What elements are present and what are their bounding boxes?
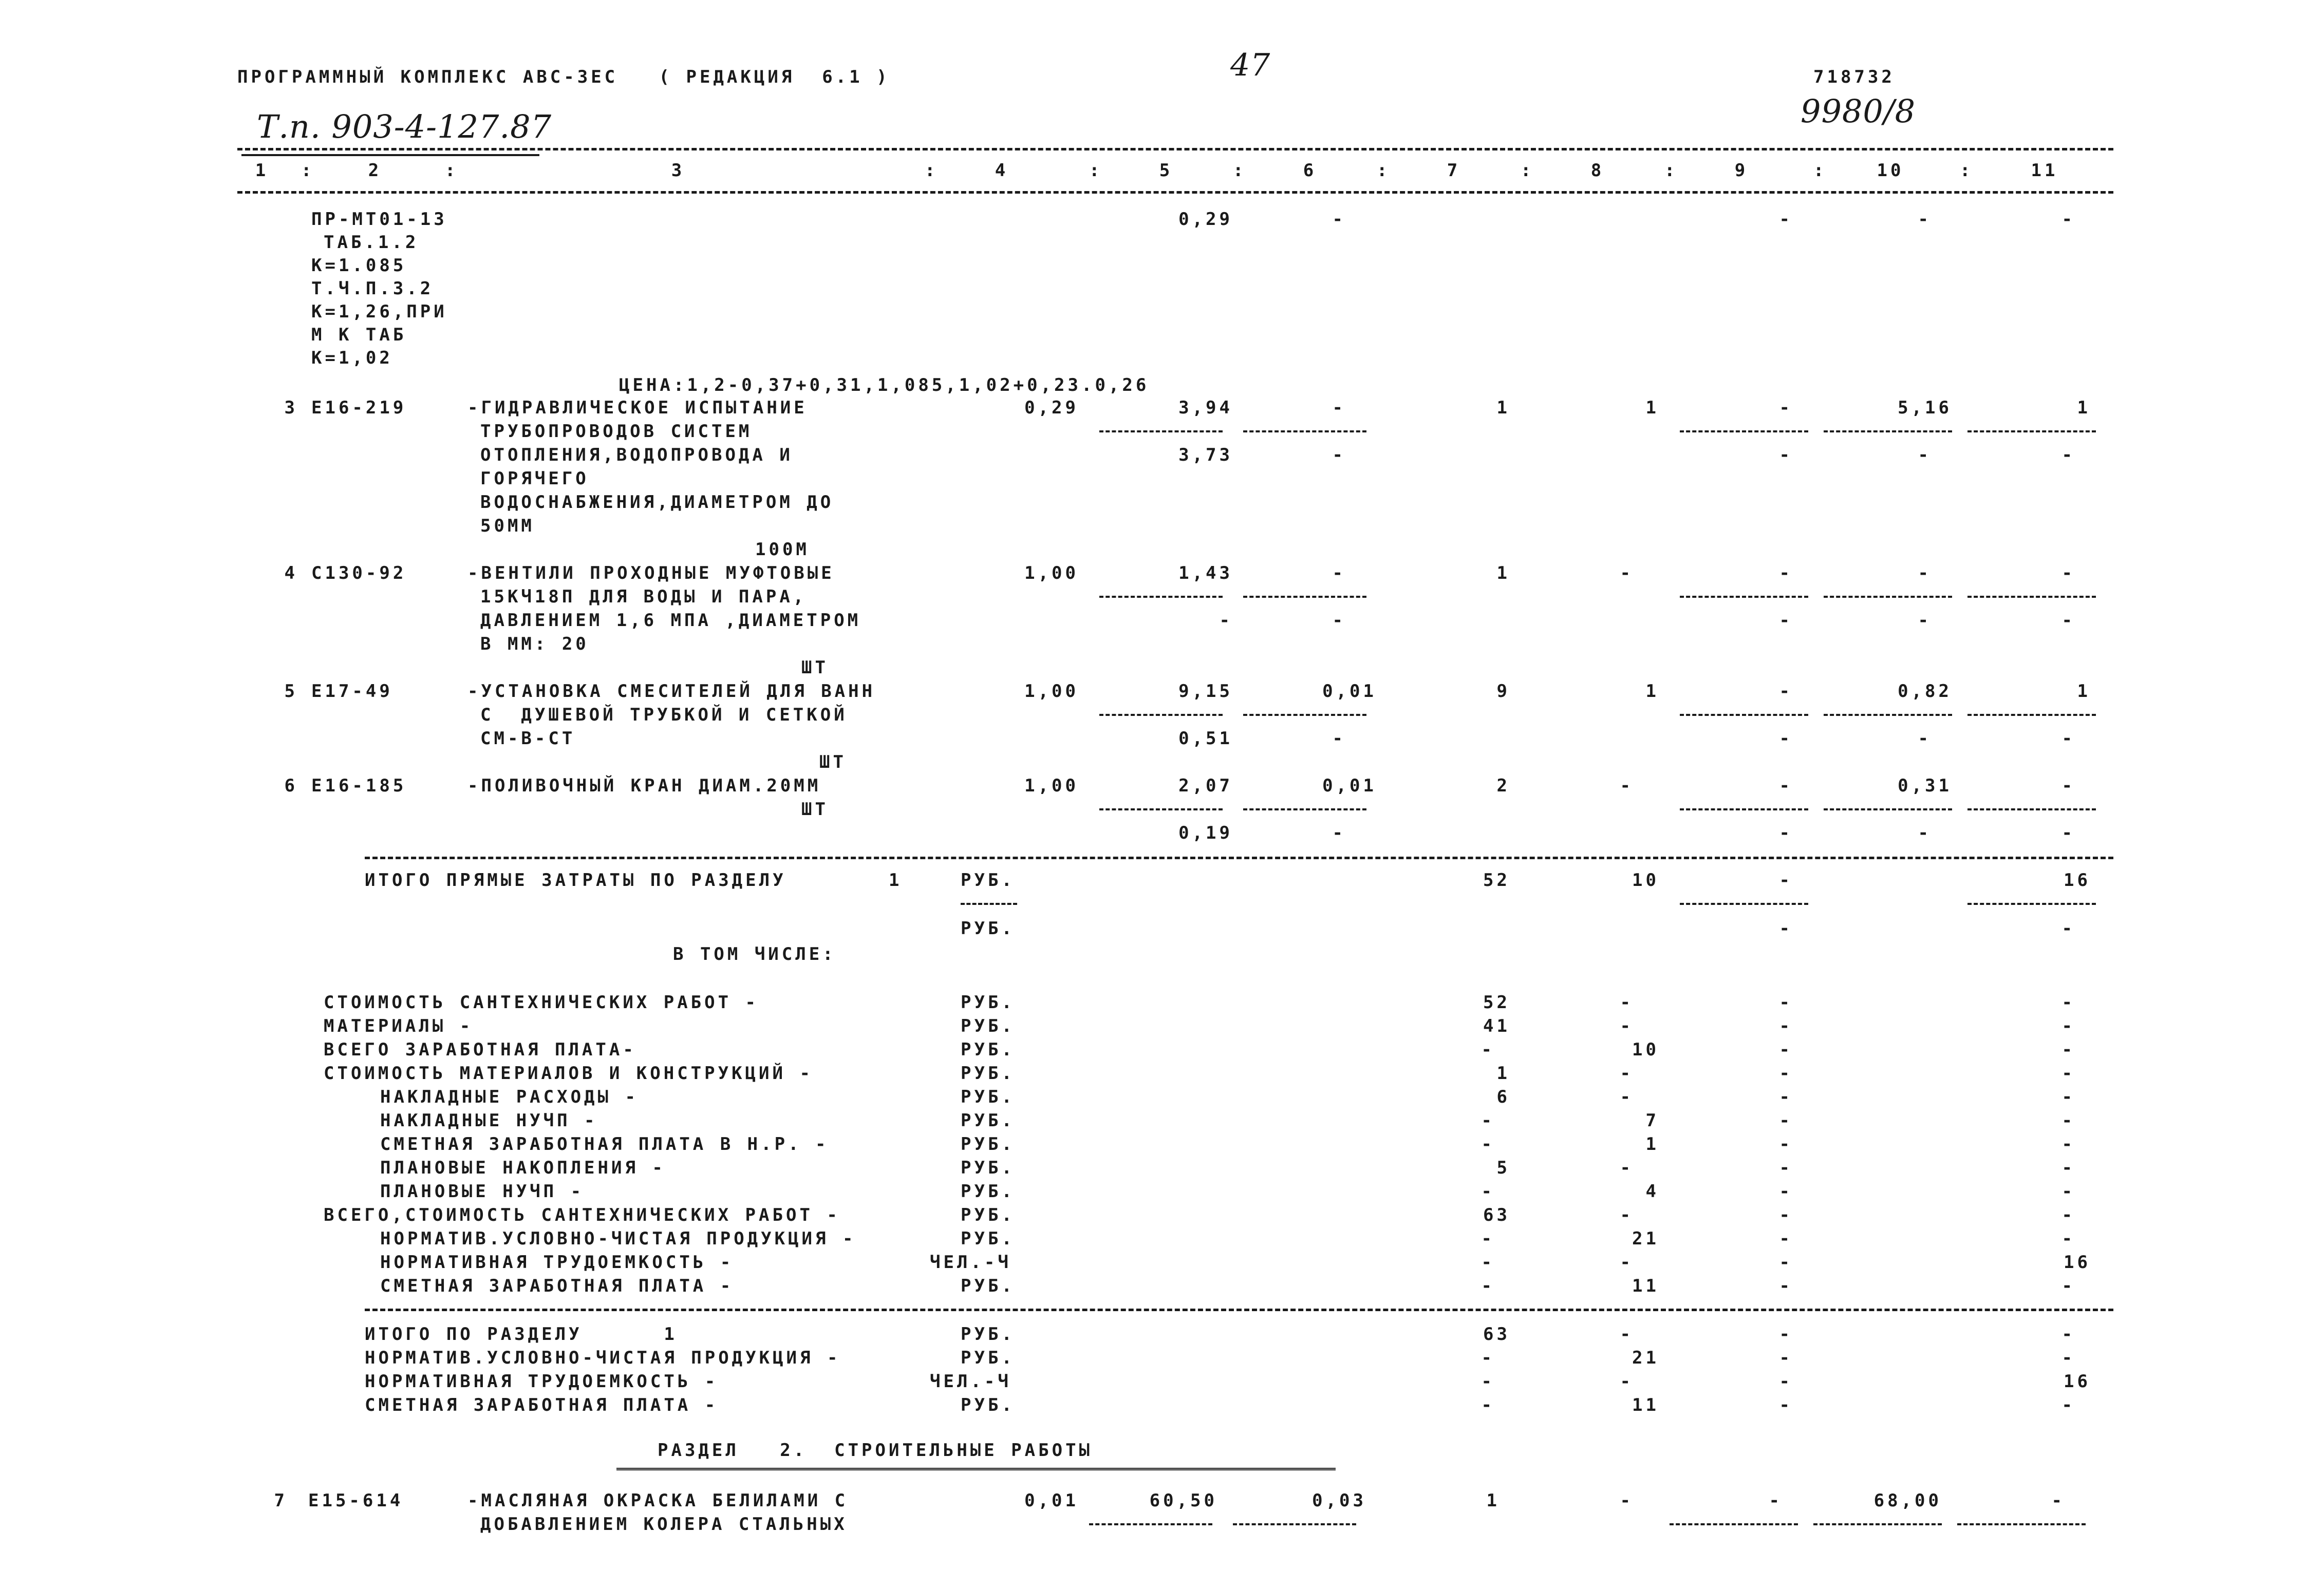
item-desc: 15КЧ18П ДЛЯ ВОДЫ И ПАРА, bbox=[480, 587, 807, 607]
breakdown-c7: 5 bbox=[1496, 1158, 1510, 1178]
breakdown-c8: - bbox=[1620, 1205, 1634, 1225]
item-unit: ШТ bbox=[801, 799, 829, 820]
norm-line: ПР-МТ01-13 bbox=[311, 209, 447, 230]
breakdown-c11: - bbox=[2061, 1016, 2075, 1036]
norm-line: К=1,02 bbox=[311, 348, 393, 368]
norm-c9: - bbox=[1779, 209, 1793, 230]
section-total-label: ИТОГО ПО РАЗДЕЛУ 1 bbox=[365, 1324, 678, 1345]
item-c8: 1 bbox=[1645, 398, 1659, 418]
item-code: Е15-614 bbox=[308, 1490, 404, 1511]
breakdown-c11: - bbox=[2061, 1110, 2075, 1131]
header-rule-bottom bbox=[237, 191, 2113, 194]
breakdown-c7: 1 bbox=[1496, 1063, 1510, 1084]
section-total-c8: - bbox=[1620, 1324, 1634, 1345]
section-total-c11: - bbox=[2061, 1348, 2075, 1368]
item-c7: 9 bbox=[1496, 681, 1510, 702]
breakdown-c9: - bbox=[1779, 1134, 1793, 1155]
item-desc: -ВЕНТИЛИ ПРОХОДНЫЕ МУФТОВЫЕ bbox=[467, 563, 835, 583]
item-code: Е16-219 bbox=[311, 398, 407, 418]
item-c11-bottom: - bbox=[2061, 823, 2075, 843]
item-c11: 1 bbox=[2077, 398, 2091, 418]
breakdown-c11: - bbox=[2061, 1087, 2075, 1107]
section-total-c7: - bbox=[1481, 1371, 1495, 1392]
breakdown-label: НОРМАТИВНАЯ ТРУДОЕМКОСТЬ - bbox=[380, 1252, 734, 1273]
breakdown-c11: - bbox=[2061, 1063, 2075, 1084]
col-3: 3 bbox=[671, 160, 685, 181]
item-c9: - bbox=[1779, 398, 1793, 418]
item-desc: ВОДОСНАБЖЕНИЯ,ДИАМЕТРОМ ДО bbox=[480, 492, 834, 513]
item-c9-bottom: - bbox=[1779, 728, 1793, 749]
item-c10: 0,31 bbox=[1898, 775, 1952, 796]
breakdown-c8: 10 bbox=[1632, 1039, 1659, 1060]
breakdown-c7: - bbox=[1481, 1181, 1495, 1202]
item-c9: - bbox=[1769, 1490, 1783, 1511]
breakdown-c8: - bbox=[1620, 1158, 1634, 1178]
item-c10-bottom: - bbox=[1918, 610, 1932, 631]
norm-line: К=1,26,ПРИ bbox=[311, 301, 447, 322]
item-c5: 2,07 bbox=[1178, 775, 1233, 796]
item-desc: С ДУШЕВОЙ ТРУБКОЙ И СЕТКОЙ bbox=[480, 705, 848, 725]
breakdown-c9: - bbox=[1779, 1205, 1793, 1225]
direct-total-unit-2: РУБ. bbox=[961, 918, 1015, 939]
breakdown-c7: - bbox=[1481, 1134, 1495, 1155]
breakdown-label: ВСЕГО,СТОИМОСТЬ САНТЕХНИЧЕСКИХ РАБОТ - bbox=[324, 1205, 840, 1225]
item-c11: 1 bbox=[2077, 681, 2091, 702]
section-total-c7: - bbox=[1481, 1348, 1495, 1368]
breakdown-unit: РУБ. bbox=[961, 1181, 1015, 1202]
section-total-unit: РУБ. bbox=[961, 1324, 1015, 1345]
breakdown-label: НАКЛАДНЫЕ НУЧП - bbox=[380, 1110, 598, 1131]
breakdown-c7: 6 bbox=[1496, 1087, 1510, 1107]
col-8: 8 bbox=[1590, 160, 1605, 181]
breakdown-label: НАКЛАДНЫЕ РАСХОДЫ - bbox=[380, 1087, 639, 1107]
item-desc: В ММ: 20 bbox=[480, 634, 589, 654]
item-c7: 1 bbox=[1496, 398, 1510, 418]
breakdown-c7: - bbox=[1481, 1252, 1495, 1273]
item-number: 3 bbox=[284, 398, 298, 418]
norm-c11: - bbox=[2061, 209, 2075, 230]
tp-code: Т.п. 903-4-127.87 bbox=[257, 108, 552, 145]
item-c6: - bbox=[1332, 563, 1346, 583]
direct-total-c11: 16 bbox=[2064, 870, 2091, 891]
breakdown-c8: - bbox=[1620, 1063, 1634, 1084]
sheet-mark: 9980/8 bbox=[1801, 92, 1916, 130]
item-c10-bottom: - bbox=[1918, 728, 1932, 749]
direct-total-c9: - bbox=[1779, 870, 1793, 891]
section-total-c8: 21 bbox=[1632, 1348, 1659, 1368]
item-number: 6 bbox=[284, 775, 298, 796]
item-c11: - bbox=[2051, 1490, 2065, 1511]
item-c5: 60,50 bbox=[1149, 1490, 1217, 1511]
breakdown-c7: - bbox=[1481, 1039, 1495, 1060]
breakdown-c9: - bbox=[1779, 1016, 1793, 1036]
breakdown-c9: - bbox=[1779, 1087, 1793, 1107]
breakdown-unit: РУБ. bbox=[961, 1087, 1015, 1107]
col-11: 11 bbox=[2031, 160, 2058, 181]
breakdown-c8: - bbox=[1620, 1087, 1634, 1107]
item-c6-bottom: - bbox=[1332, 445, 1346, 465]
breakdown-c8: - bbox=[1620, 1252, 1634, 1273]
breakdown-c7: 63 bbox=[1483, 1205, 1510, 1225]
breakdown-unit: РУБ. bbox=[961, 1158, 1015, 1178]
item-c9: - bbox=[1779, 681, 1793, 702]
breakdown-c11: - bbox=[2061, 1276, 2075, 1296]
breakdown-c11: - bbox=[2061, 1158, 2075, 1178]
item-c9-bottom: - bbox=[1779, 610, 1793, 631]
program-title: ПРОГРАММНЫЙ КОМПЛЕКС АВС-3ЕС ( РЕДАКЦИЯ 6.1 ) bbox=[237, 67, 890, 87]
breakdown-c11: - bbox=[2061, 1134, 2075, 1155]
item-unit: ШТ bbox=[819, 752, 847, 772]
item-number: 7 bbox=[274, 1490, 288, 1511]
section-total-c8: - bbox=[1620, 1371, 1634, 1392]
item-c11: - bbox=[2061, 775, 2075, 796]
breakdown-c9: - bbox=[1779, 1110, 1793, 1131]
divider-section-total bbox=[365, 1309, 2113, 1311]
col-5: 5 bbox=[1159, 160, 1173, 181]
breakdown-c8: 4 bbox=[1645, 1181, 1659, 1202]
breakdown-unit: ЧЕЛ.-Ч bbox=[930, 1252, 1011, 1273]
norm-line: ТАБ.1.2 bbox=[324, 232, 419, 253]
col-7: 7 bbox=[1447, 160, 1461, 181]
item-c5-bottom: 0,51 bbox=[1178, 728, 1233, 749]
breakdown-c7: - bbox=[1481, 1110, 1495, 1131]
price-formula: ЦЕНА:1,2-0,37+0,31,1,085,1,02+0,23.0,26 bbox=[619, 375, 1150, 395]
item-c10-bottom: - bbox=[1918, 445, 1932, 465]
breakdown-c9: - bbox=[1779, 1158, 1793, 1178]
col-1: 1 bbox=[255, 160, 269, 181]
breakdown-c11: - bbox=[2061, 1039, 2075, 1060]
direct-total-c7: 52 bbox=[1483, 870, 1510, 891]
col-9: 9 bbox=[1734, 160, 1749, 181]
item-desc: ДАВЛЕНИЕМ 1,6 МПА ,ДИАМЕТРОМ bbox=[480, 610, 861, 631]
item-c5-bottom: - bbox=[1219, 610, 1233, 631]
section-total-label: НОРМАТИВ.УСЛОВНО-ЧИСТАЯ ПРОДУКЦИЯ - bbox=[365, 1348, 841, 1368]
breakdown-unit: РУБ. bbox=[961, 992, 1015, 1013]
item-c7: 1 bbox=[1486, 1490, 1500, 1511]
item-c10: 5,16 bbox=[1898, 398, 1952, 418]
item-code: Е16-185 bbox=[311, 775, 407, 796]
direct-total-section: 1 bbox=[889, 870, 903, 891]
section-total-c11: - bbox=[2061, 1395, 2075, 1415]
item-code: С130-92 bbox=[311, 563, 407, 583]
doc-number: 718732 bbox=[1813, 67, 1895, 87]
breakdown-label: НОРМАТИВ.УСЛОВНО-ЧИСТАЯ ПРОДУКЦИЯ - bbox=[380, 1228, 856, 1249]
item-desc: 50ММ bbox=[480, 516, 535, 536]
item-number: 4 bbox=[284, 563, 298, 583]
breakdown-label: МАТЕРИАЛЫ - bbox=[324, 1016, 474, 1036]
item-number: 5 bbox=[284, 681, 298, 702]
item-qty: 0,29 bbox=[1024, 398, 1079, 418]
item-c8: 1 bbox=[1645, 681, 1659, 702]
norm-c10: - bbox=[1918, 209, 1932, 230]
breakdown-c11: - bbox=[2061, 992, 2075, 1013]
breakdown-c9: - bbox=[1779, 1181, 1793, 1202]
item-desc: -ПОЛИВОЧНЫЙ КРАН ДИАМ.20ММ bbox=[467, 775, 821, 796]
norm-line: М К ТАБ bbox=[311, 325, 407, 345]
breakdown-c8: 1 bbox=[1645, 1134, 1659, 1155]
item-c6-bottom: - bbox=[1332, 728, 1346, 749]
breakdown-label: СМЕТНАЯ ЗАРАБОТНАЯ ПЛАТА - bbox=[380, 1276, 734, 1296]
item-qty: 1,00 bbox=[1024, 681, 1079, 702]
item-c10: 68,00 bbox=[1873, 1490, 1942, 1511]
item-code: Е17-49 bbox=[311, 681, 393, 702]
breakdown-c7: - bbox=[1481, 1276, 1495, 1296]
item-desc: ДОБАВЛЕНИЕМ КОЛЕРА СТАЛЬНЫХ bbox=[480, 1514, 848, 1535]
item-c6: 0,01 bbox=[1322, 681, 1377, 702]
item-c8: - bbox=[1620, 775, 1634, 796]
section-total-label: СМЕТНАЯ ЗАРАБОТНАЯ ПЛАТА - bbox=[365, 1395, 719, 1415]
breakdown-c8: 7 bbox=[1645, 1110, 1659, 1131]
breakdown-unit: РУБ. bbox=[961, 1276, 1015, 1296]
direct-total-c9-bottom: - bbox=[1779, 918, 1793, 939]
section-total-label: НОРМАТИВНАЯ ТРУДОЕМКОСТЬ - bbox=[365, 1371, 719, 1392]
breakdown-c11: - bbox=[2061, 1181, 2075, 1202]
divider-direct-total bbox=[365, 857, 2113, 859]
col-6: 6 bbox=[1303, 160, 1317, 181]
item-c11: - bbox=[2061, 563, 2075, 583]
page-mark: 47 bbox=[1230, 47, 1271, 83]
section-total-c11: - bbox=[2061, 1324, 2075, 1345]
breakdown-c9: - bbox=[1779, 1228, 1793, 1249]
item-c5: 3,94 bbox=[1178, 398, 1233, 418]
section-total-unit: РУБ. bbox=[961, 1395, 1015, 1415]
item-qty: 0,01 bbox=[1024, 1490, 1079, 1511]
item-c11-bottom: - bbox=[2061, 728, 2075, 749]
breakdown-c9: - bbox=[1779, 1063, 1793, 1084]
section-total-c11: 16 bbox=[2064, 1371, 2091, 1392]
breakdown-c8: 21 bbox=[1632, 1228, 1659, 1249]
item-c6: 0,01 bbox=[1322, 775, 1377, 796]
breakdown-label: СТОИМОСТЬ МАТЕРИАЛОВ И КОНСТРУКЦИЙ - bbox=[324, 1063, 813, 1084]
breakdown-unit: РУБ. bbox=[961, 1134, 1015, 1155]
item-desc: ГОРЯЧЕГО bbox=[480, 468, 589, 489]
breakdown-c8: - bbox=[1620, 1016, 1634, 1036]
section-total-c8: 11 bbox=[1632, 1395, 1659, 1415]
breakdown-unit: РУБ. bbox=[961, 1205, 1015, 1225]
norm-line: Т.Ч.П.3.2 bbox=[311, 278, 434, 299]
item-c11-bottom: - bbox=[2061, 610, 2075, 631]
item-c5: 9,15 bbox=[1178, 681, 1233, 702]
item-desc: ОТОПЛЕНИЯ,ВОДОПРОВОДА И bbox=[480, 445, 793, 465]
breakdown-unit: РУБ. bbox=[961, 1063, 1015, 1084]
item-desc: СМ-В-СТ bbox=[480, 728, 576, 749]
breakdown-c9: - bbox=[1779, 1252, 1793, 1273]
section-total-unit: ЧЕЛ.-Ч bbox=[930, 1371, 1011, 1392]
breakdown-unit: РУБ. bbox=[961, 1110, 1015, 1131]
breakdown-c8: 11 bbox=[1632, 1276, 1659, 1296]
including-heading: В ТОМ ЧИСЛЕ: bbox=[673, 944, 836, 964]
item-qty: 1,00 bbox=[1024, 775, 1079, 796]
direct-total-c8: 10 bbox=[1632, 870, 1659, 891]
item-c6: - bbox=[1332, 398, 1346, 418]
col-10: 10 bbox=[1877, 160, 1904, 181]
item-c5-bottom: 3,73 bbox=[1178, 445, 1233, 465]
col-2: 2 bbox=[368, 160, 382, 181]
item-c9: - bbox=[1779, 563, 1793, 583]
tp-underline bbox=[241, 154, 539, 156]
breakdown-unit: РУБ. bbox=[961, 1016, 1015, 1036]
section-total-c7: - bbox=[1481, 1395, 1495, 1415]
breakdown-unit: РУБ. bbox=[961, 1228, 1015, 1249]
section-total-c9: - bbox=[1779, 1324, 1793, 1345]
norm-line: К=1.085 bbox=[311, 255, 407, 276]
item-c8: - bbox=[1620, 563, 1634, 583]
item-c6: 0,03 bbox=[1312, 1490, 1366, 1511]
direct-total-unit: РУБ. bbox=[961, 870, 1015, 891]
breakdown-label: ПЛАНОВЫЕ НАКОПЛЕНИЯ - bbox=[380, 1158, 666, 1178]
breakdown-c9: - bbox=[1779, 1276, 1793, 1296]
item-c7: 2 bbox=[1496, 775, 1510, 796]
item-c7: 1 bbox=[1496, 563, 1510, 583]
breakdown-c11: - bbox=[2061, 1228, 2075, 1249]
breakdown-c9: - bbox=[1779, 1039, 1793, 1060]
breakdown-c11: - bbox=[2061, 1205, 2075, 1225]
breakdown-label: СМЕТНАЯ ЗАРАБОТНАЯ ПЛАТА В Н.Р. - bbox=[380, 1134, 829, 1155]
breakdown-c7: 52 bbox=[1483, 992, 1510, 1013]
item-qty: 1,00 bbox=[1024, 563, 1079, 583]
breakdown-c7: 41 bbox=[1483, 1016, 1510, 1036]
item-c9: - bbox=[1779, 775, 1793, 796]
item-c10: - bbox=[1918, 563, 1932, 583]
direct-total-c11-bottom: - bbox=[2061, 918, 2075, 939]
norm-c5: 0,29 bbox=[1178, 209, 1233, 230]
item-c9-bottom: - bbox=[1779, 445, 1793, 465]
breakdown-c11: 16 bbox=[2064, 1252, 2091, 1273]
item-c11-bottom: - bbox=[2061, 445, 2075, 465]
item-c6-bottom: - bbox=[1332, 823, 1346, 843]
section-total-c9: - bbox=[1779, 1371, 1793, 1392]
breakdown-label: ПЛАНОВЫЕ НУЧП - bbox=[380, 1181, 585, 1202]
breakdown-unit: РУБ. bbox=[961, 1039, 1015, 1060]
item-c5-bottom: 0,19 bbox=[1178, 823, 1233, 843]
item-c6-bottom: - bbox=[1332, 610, 1346, 631]
item-desc: -ГИДРАВЛИЧЕСКОЕ ИСПЫТАНИЕ bbox=[467, 398, 808, 418]
section-2-double-rule bbox=[616, 1468, 1336, 1470]
section-total-unit: РУБ. bbox=[961, 1348, 1015, 1368]
norm-c6: - bbox=[1332, 209, 1346, 230]
breakdown-c7: - bbox=[1481, 1228, 1495, 1249]
breakdown-c9: - bbox=[1779, 992, 1793, 1013]
col-4: 4 bbox=[995, 160, 1009, 181]
section-total-c9: - bbox=[1779, 1348, 1793, 1368]
item-c10-bottom: - bbox=[1918, 823, 1932, 843]
item-desc: -МАСЛЯНАЯ ОКРАСКА БЕЛИЛАМИ С bbox=[467, 1490, 849, 1511]
direct-total-label: ИТОГО ПРЯМЫЕ ЗАТРАТЫ ПО РАЗДЕЛУ bbox=[365, 870, 786, 891]
item-c5: 1,43 bbox=[1178, 563, 1233, 583]
item-desc: -УСТАНОВКА СМЕСИТЕЛЕЙ ДЛЯ ВАНН bbox=[467, 681, 876, 702]
item-unit: 100М bbox=[755, 539, 810, 560]
section-total-c7: 63 bbox=[1483, 1324, 1510, 1345]
breakdown-c8: - bbox=[1620, 992, 1634, 1013]
item-c9-bottom: - bbox=[1779, 823, 1793, 843]
breakdown-label: ВСЕГО ЗАРАБОТНАЯ ПЛАТА- bbox=[324, 1039, 636, 1060]
item-c10: 0,82 bbox=[1898, 681, 1952, 702]
item-desc: ТРУБОПРОВОДОВ СИСТЕМ bbox=[480, 421, 753, 442]
section-2-title: РАЗДЕЛ 2. СТРОИТЕЛЬНЫЕ РАБОТЫ bbox=[658, 1440, 1093, 1461]
header-rule-top bbox=[237, 148, 2113, 150]
breakdown-label: СТОИМОСТЬ САНТЕХНИЧЕСКИХ РАБОТ - bbox=[324, 992, 759, 1013]
item-c8: - bbox=[1620, 1490, 1634, 1511]
item-unit: ШТ bbox=[801, 657, 829, 678]
section-total-c9: - bbox=[1779, 1395, 1793, 1415]
